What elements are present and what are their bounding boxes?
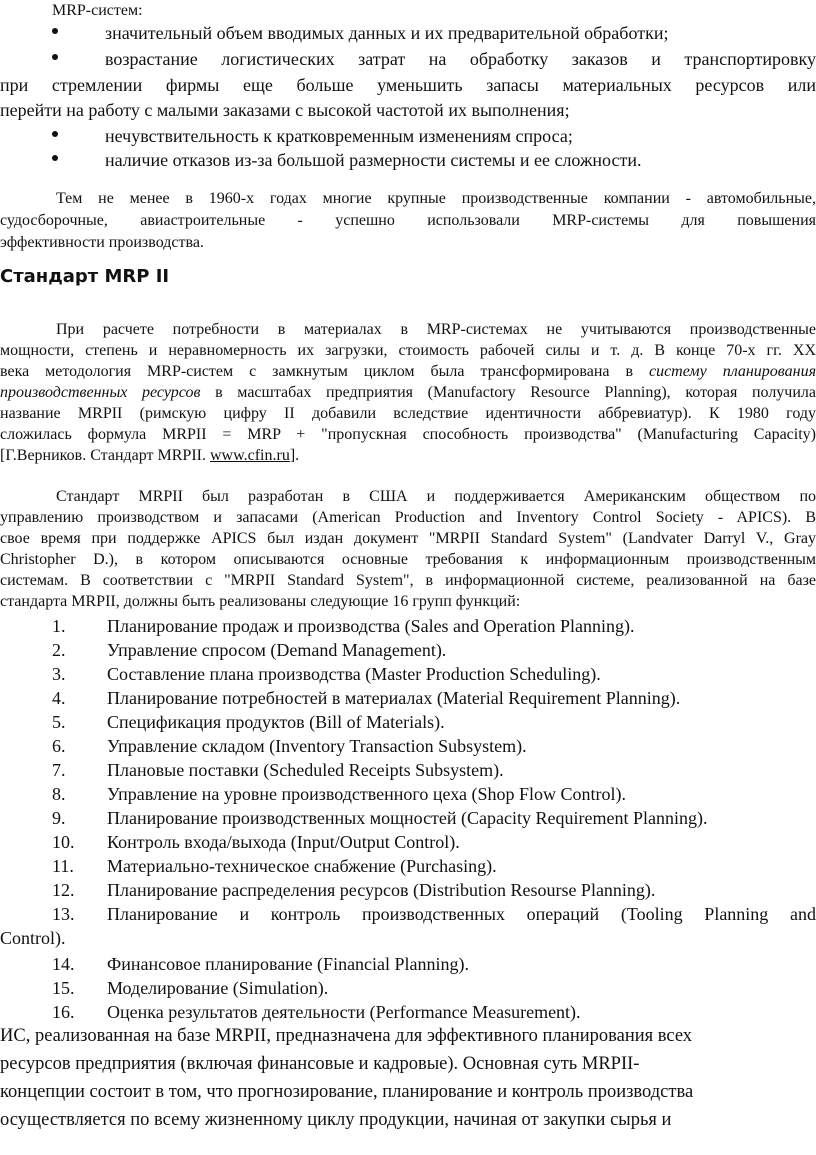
bullet-wrap-line: при стремлении фирмы еще больше уменьшить запасы материальных ресурсов или bbox=[0, 75, 816, 95]
bullet-dot-icon bbox=[52, 28, 58, 34]
source-link[interactable]: www.cfin.ru bbox=[209, 447, 290, 464]
paragraph-1: Тем не менее в 1960-х годах многие крупные производственные компании - автомобильные, судосборочные, авиастроительные - успешно использовали MRP-системы для повышения эффективности производства. bbox=[0, 190, 816, 251]
paragraph-3: Стандарт MRPII был разработан в США и поддерживается Американским обществом по управлению производством и запасами (American Production and Inventory Control Society - APICS). В свое время при поддержке APICS был издан документ "MRPII Standard System" (Landvater Darryl V., Gray Christopher D.), в котором описываются основные требования к информационным производственным системам. В соответствии с "MRPII Standard System", в информационной системе, реализованной на базе стандарта MRPII, должны быть реализованы следующие 16 групп функций: bbox=[0, 488, 816, 610]
section-heading: Стандарт MRP II bbox=[0, 266, 170, 287]
final-paragraph: ИС, реализованная на базе MRPII, предназначена для эффективного планирования всех ресурсов предприятия (включая финансовые и кадровые). Основная суть MRPII- концепции состоит в том, что прогнозирование, планирование и контроль производства осуществляется по всему жизненному циклу продукции, начиная от закупки сырья и bbox=[0, 1026, 694, 1130]
bullet-text: наличие отказов из-за большой размерности системы и ее сложности. bbox=[105, 150, 642, 170]
bullet-text: нечувствительность к кратковременным изменениям спроса; bbox=[105, 126, 573, 146]
top-line-text: MRP-систем: bbox=[52, 2, 143, 19]
bullet-dot-icon bbox=[52, 131, 58, 137]
document-page: MRP-систем: значительный объем вводимых данных и их предварительной обработки; возрастание логистических затрат на обработку заказов и транспортировку при стремлении фирмы еще больше уменьшить запасы материальных ресурсов или перейти на работу с малыми заказами с высокой частотой их выполнения; нечувствительность к кратковременным изменениям спроса; наличие отказов из-за большой размерности системы и ее сложности. Тем не менее в 1960-х годах многие крупные производственные компании - автомобильные, судосборочные, авиастроительные - успешно использовали MRP-системы для повышения эффективности производства. Стандарт MRP II При расчете потребности в материалах в MRP-системах не учитываются производственные мощности, степень и неравномерность их загрузки, стоимость рабочей силы и т. д. В конце 70-х гг. XX века методология MRP-систем с замкнутым циклом была трансформирована в систему планирования производственных ресурсов в масштабах предприятия (Manufactory Resource Planning), которая получила название MRPII (римскую цифру II добавили вследствие идентичности аббревиатур). К 1980 году сложилась формула MRPII = MRP + "пропускная способность производства" (Manufacturing Capacity) [Г.Верников. Стандарт MRPII. www.cfin.ru]. Стандарт MRPII был разработан в США и поддерживается Американским обществом по управлению производством и запасами (American Production and Inventory Control Society - APICS). В свое время при поддержке APICS был издан документ "MRPII Standard System" (Landvater Darryl V., Gray Christopher D.), в котором описываются основные требования к информационным производственным системам. В соответствии с "MRPII Standard System", в информационной системе, реализованной на базе стандарта MRPII, должны быть реализованы следующие 16 групп функций: 1. Планирование продаж и производства (Sales and Operation Planning). 2. Управление спросом (Demand Management). 3. Составление плана производства (Master Production Scheduling). 4. Планирование потребностей в материалах (Material Requirement Planning). 5. Спецификация продуктов (Bill of Materials). 6. Управление складом (Inventory Transaction Subsystem). 7. Плановые поставки (Scheduled Receipts Subsystem). 8. Управление на уровне производственного цеха (Shop Flow Control). 9. Планирование производственных мощностей (Capacity Requirement Planning). 10. Контроль входа/выхода (Input/Output Control). 11. Материально-техническое снабжение (Purchasing). 12. Планирование распределения ресурсов (Distribution Resourse Planning). 13. Планирование и контроль производственных операций (Tooling Planning and Control). 14. Финансовое планирование (Financial Planning). 15. Моделирование (Simulation). 16. Оценка результатов деятельности (Performance Measurement). ИС, реализованная на базе MRPII, предназначена для эффективного планирования всех ресурсов предприятия (включая финансовые и кадровые). Основная суть MRPII- концепции состоит в том, что прогнозирование, планирование и контроль производства осуществляется по всему жизненному циклу продукции, начиная от закупки сырья и bbox=[0, 0, 816, 1155]
bullet-dot-icon bbox=[52, 54, 58, 60]
bullet-dot-icon bbox=[52, 155, 58, 161]
bullet-text: возрастание логистических затрат на обработку заказов и транспортировку bbox=[105, 49, 816, 69]
bullet-text: значительный объем вводимых данных и их предварительной обработки; bbox=[105, 23, 669, 43]
paragraph-2: При расчете потребности в материалах в MRP-системах не учитываются производственные мощности, степень и неравномерность их загрузки, стоимость рабочей силы и т. д. В конце 70-х гг. XX века методология MRP-систем с замкнутым циклом была трансформирована в систему планирования производственных ресурсов в масштабах предприятия (Manufactory Resource Planning), которая получила название MRPII (римскую цифру II добавили вследствие идентичности аббревиатур). К 1980 году сложилась формула MRPII = MRP + "пропускная способность производства" (Manufacturing Capacity) [Г.Верников. Стандарт MRPII. www.cfin.ru]. bbox=[0, 321, 816, 464]
